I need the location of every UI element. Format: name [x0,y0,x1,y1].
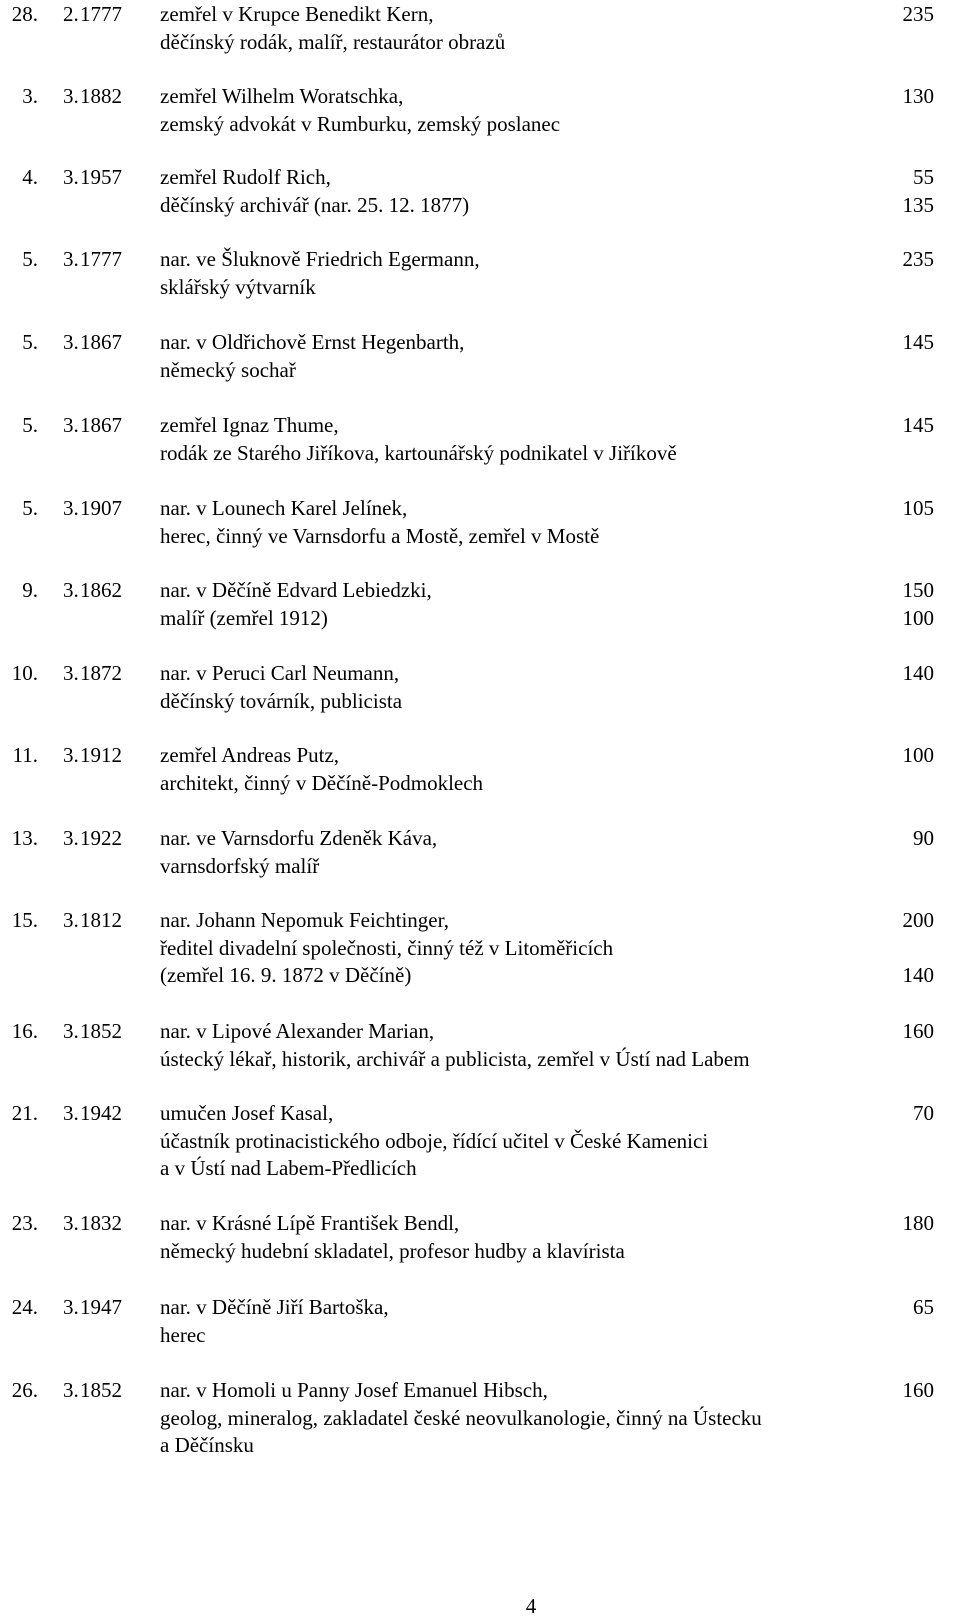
entry-day: 5. [22,413,38,437]
entry-line [0,1431,960,1459]
entry-year: 1922 [80,826,122,850]
entry-day: 11. [12,743,38,767]
entry-line [0,28,960,56]
entry-text: ústecký lékař, historik, archivář a publicista, zemřel v Ústí nad Labem [160,1046,750,1071]
entry-line [0,1209,960,1237]
entry-line [0,1237,960,1265]
entry-text: a v Ústí nad Labem-Předlicích [160,1156,417,1180]
entry-page-ref: 145 [902,413,934,437]
entry-line [0,906,960,934]
entry-line [0,824,960,852]
entry-month: 3. [63,743,79,767]
entry-line [0,245,960,273]
entry-line [0,411,960,439]
entry-page-ref: 130 [902,84,934,108]
entry-line [0,328,960,356]
entry-line [0,852,960,880]
entry-page-ref: 145 [902,330,934,354]
entry-day: 5. [22,247,38,271]
entry-line [0,163,960,191]
entry-line [0,934,960,962]
entry-month: 3. [63,661,79,685]
entry-day: 9. [22,578,38,602]
entry-page-ref: 180 [902,1211,934,1235]
entry-text: nar. v Děčíně Edvard Lebiedzki, [160,578,432,602]
entry-day: 13. [11,826,38,850]
entry-text: nar. v Děčíně Jiří Bartoška, [160,1295,389,1319]
entry-year: 1867 [80,330,122,354]
entry-day: 24. [11,1295,38,1319]
entry-page-ref: 90 [913,826,934,850]
entry-page-ref: 235 [902,2,934,26]
entry-year: 1852 [80,1378,122,1402]
entry-day: 5. [22,330,38,354]
entry-day: 28. [11,2,38,26]
entry-page-ref: 160 [902,1019,934,1043]
entry-text: účastník protinacistického odboje, řídící učitel v České Kamenici [160,1128,709,1153]
entry-month: 3. [63,578,79,602]
entry-text: malíř (zemřel 1912) [160,605,328,630]
entry-text: rodák ze Starého Jiříkova, kartounářský podnikatel v Jiříkově [160,440,677,465]
entry-text: ředitel divadelní společnosti, činný též v Litoměřicích [160,935,614,960]
entry-text: zemřel Ignaz Thume, [160,413,339,437]
entry-line [0,439,960,467]
entry-month: 3. [63,165,79,189]
entry-text: sklářský výtvarník [160,274,316,299]
entry-text: děčínský továrník, publicista [160,688,403,713]
entry-page-ref: 55 [913,165,934,189]
entry-line [0,1293,960,1321]
entry-line [0,741,960,769]
entry-page-ref: 160 [902,1378,934,1402]
entry-month: 3. [63,496,79,520]
entry-text: zemřel Rudolf Rich, [160,165,331,189]
entry-page-ref: 105 [902,496,934,520]
page-number: 4 [525,1594,537,1618]
entry-year: 1872 [80,661,122,685]
entry-line [0,1321,960,1349]
entry-text: architekt, činný v Děčíně-Podmoklech [160,770,484,795]
entry-day: 23. [11,1211,38,1235]
entry-text: zemřel v Krupce Benedikt Kern, [160,2,434,26]
entry-text: německý sochař [160,357,296,382]
entry-line [0,1154,960,1182]
entry-text: umučen Josef Kasal, [160,1101,334,1125]
entry-line [0,356,960,384]
entry-text: nar. v Lipové Alexander Marian, [160,1019,435,1043]
entry-month: 3. [63,1295,79,1319]
entry-year: 1852 [80,1019,122,1043]
entry-day: 15. [11,908,38,932]
entry-text: zemřel Andreas Putz, [160,743,340,767]
entry-year: 1812 [80,908,122,932]
entry-year: 1832 [80,1211,122,1235]
entry-day: 16. [11,1019,38,1043]
entry-line [0,1099,960,1127]
entry-text: děčínský archivář (nar. 25. 12. 1877) [160,192,470,217]
entry-page-ref: 235 [902,247,934,271]
entry-line [0,1376,960,1404]
entry-month: 3. [63,1101,79,1125]
entry-month: 3. [63,330,79,354]
entry-line [0,1017,960,1045]
entry-text: herec [160,1322,206,1347]
entry-day: 5. [22,496,38,520]
entry-month: 3. [63,1211,79,1235]
entry-text: nar. v Peruci Carl Neumann, [160,661,400,685]
entry-text: nar. ve Varnsdorfu Zdeněk Káva, [160,826,438,850]
entry-line [0,82,960,110]
entry-text: děčínský rodák, malíř, restaurátor obrazů [160,29,506,54]
entry-text: nar. v Lounech Karel Jelínek, [160,496,408,520]
entry-year: 1777 [80,2,122,26]
entry-year: 1777 [80,247,122,271]
entry-text: nar. v Krásné Lípě František Bendl, [160,1211,460,1235]
entry-line [0,273,960,301]
entry-line [0,494,960,522]
entry-page-ref: 140 [902,661,934,685]
entry-text: (zemřel 16. 9. 1872 v Děčíně) [160,963,412,987]
entry-month: 3. [63,413,79,437]
entry-line [0,769,960,797]
entry-text: varnsdorfský malíř [160,853,320,878]
entry-page-ref: 140 [902,963,934,987]
entry-month: 3. [63,826,79,850]
entry-line [0,1404,960,1432]
entry-day: 3. [22,84,38,108]
entry-month: 3. [63,1019,79,1043]
entry-year: 1862 [80,578,122,602]
entry-page-ref: 100 [902,743,934,767]
entry-text: zemský advokát v Rumburku, zemský poslanec [160,111,561,136]
entry-page-ref: 70 [913,1101,934,1125]
entry-text: nar. v Oldřichově Ernst Hegenbarth, [160,330,465,354]
entry-text: německý hudební skladatel, profesor hudby a klavírista [160,1238,625,1263]
entry-text: geolog, mineralog, zakladatel české neovulkanologie, činný na Ústecku [160,1405,762,1430]
entry-text: nar. ve Šluknově Friedrich Egermann, [160,247,480,271]
entry-text: nar. Johann Nepomuk Feichtinger, [160,908,450,932]
entry-line [0,1127,960,1155]
entry-day: 10. [11,661,38,685]
entry-year: 1957 [80,165,122,189]
entry-line [0,1045,960,1073]
entry-text: nar. v Homoli u Panny Josef Emanuel Hibsch, [160,1378,548,1402]
entry-line [0,191,960,219]
entry-year: 1882 [80,84,122,108]
entry-year: 1907 [80,496,122,520]
entry-page-ref: 150 [902,578,934,602]
entry-line [0,522,960,550]
entry-month: 2. [63,2,79,26]
entry-page-ref: 135 [902,192,934,217]
entry-line [0,0,960,28]
entry-month: 3. [63,247,79,271]
entry-year: 1942 [80,1101,122,1125]
entry-line [0,576,960,604]
entry-text: herec, činný ve Varnsdorfu a Mostě, zemřel v Mostě [160,523,600,548]
entry-month: 3. [63,1378,79,1402]
entry-year: 1867 [80,413,122,437]
entry-month: 3. [63,908,79,932]
entry-line [0,687,960,715]
entry-page-ref: 100 [902,605,934,630]
entry-page-ref: 65 [913,1295,934,1319]
entry-day: 26. [11,1378,38,1402]
entry-text: zemřel Wilhelm Woratschka, [160,84,404,108]
entry-month: 3. [63,84,79,108]
entry-day: 4. [22,165,38,189]
entry-line [0,659,960,687]
entry-line [0,604,960,632]
entry-text: a Děčínsku [160,1433,254,1457]
entry-line [0,110,960,138]
entry-line [0,961,960,989]
entry-year: 1947 [80,1295,122,1319]
entry-day: 21. [11,1101,38,1125]
entry-page-ref: 200 [902,908,934,932]
entry-year: 1912 [80,743,122,767]
